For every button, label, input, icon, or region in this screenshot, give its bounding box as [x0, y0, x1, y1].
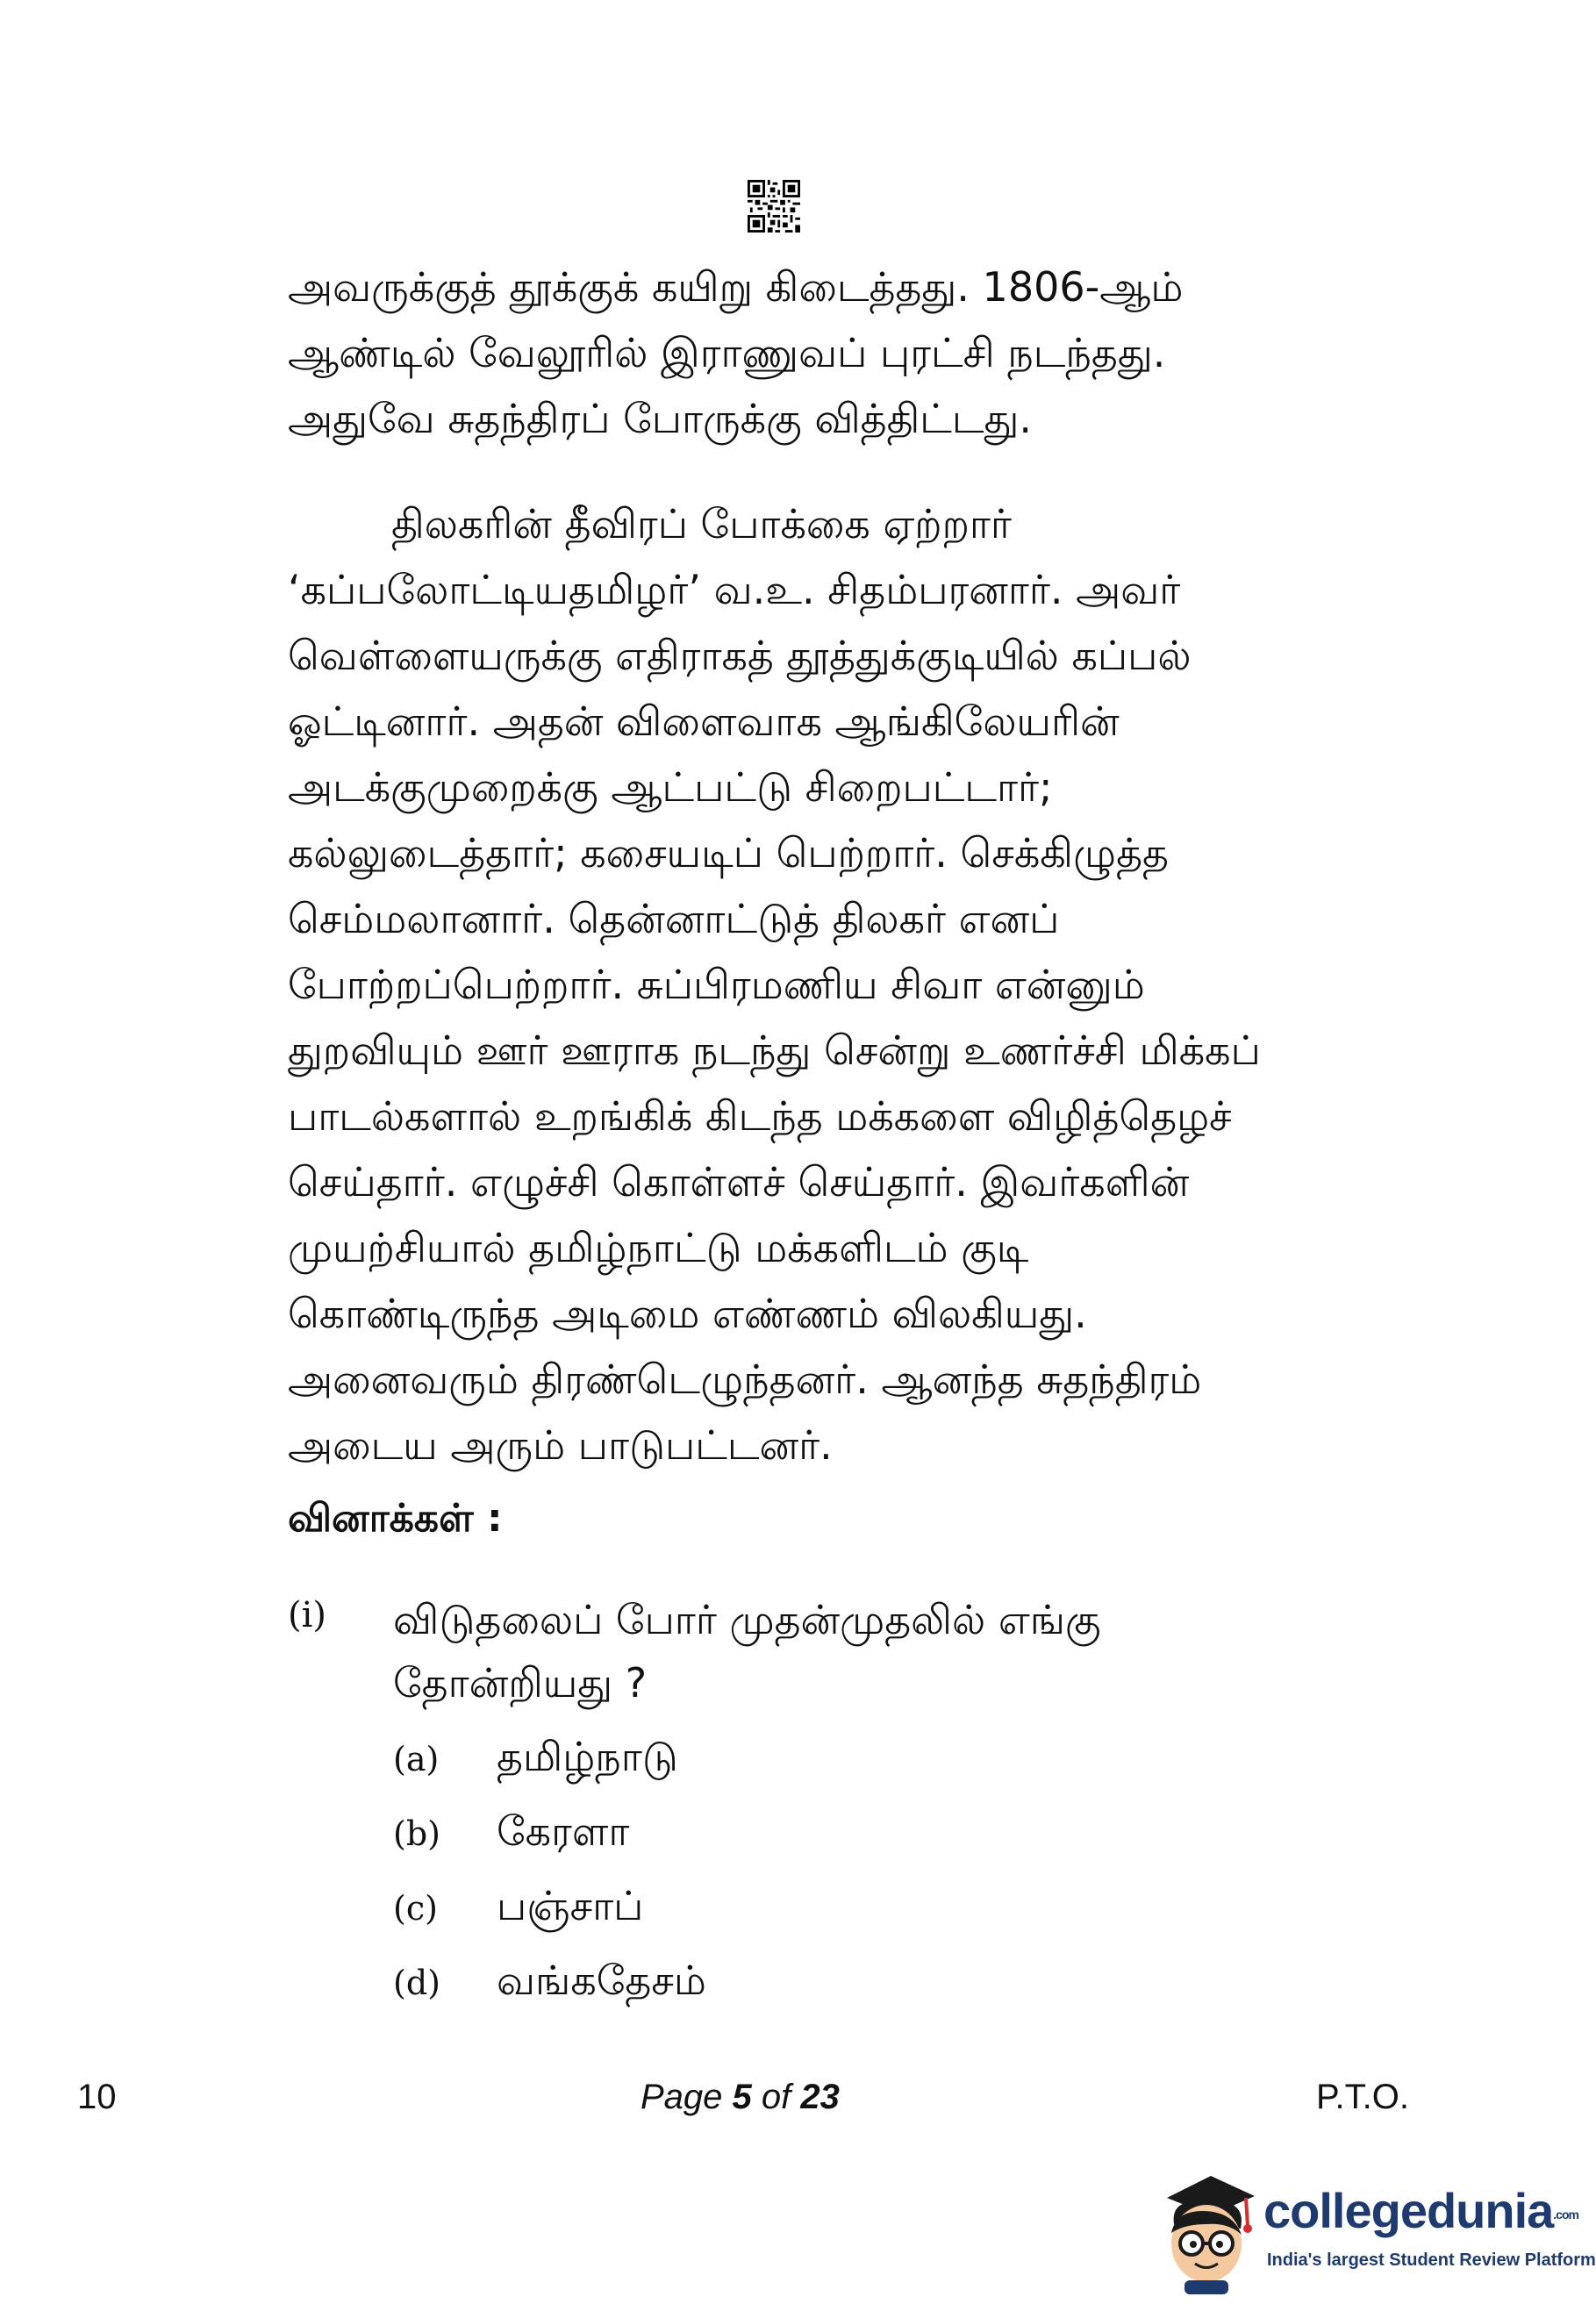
question-text: [393, 1588, 1101, 1714]
option-a: [393, 1733, 678, 1786]
question-line: விடுதலைப் போர் முதன்முதலில் எங்கு: [393, 1596, 1101, 1643]
passage-line: அதுவே சுதந்திரப் போருக்கு வித்திட்டது.: [288, 395, 1033, 442]
passage-line: அடக்குமுறைக்கு ஆட்பட்டு சிறைபட்டார்;: [288, 763, 1053, 811]
passage-line: அவருக்குத் தூக்குக் கயிறு கிடைத்தது. 1806-ஆம்: [288, 263, 1184, 311]
paper-code: 10: [77, 2078, 117, 2116]
option-text: தமிழ்நாடு: [497, 1733, 678, 1780]
passage-line: அடைய அரும் பாடுபட்டனர்.: [288, 1421, 833, 1469]
passage-line: ‘கப்பலோட்டியதமிழர்’ வ.உ. சிதம்பரனார். அவர்: [288, 566, 1181, 613]
option-text: வங்கதேசம்: [497, 1957, 706, 2004]
page-of: of: [761, 2078, 791, 2116]
passage-line: கல்லுடைத்தார்; கசையடிப் பெற்றார். செக்கிழுத்த: [288, 829, 1170, 877]
collegedunia-watermark: [1149, 2163, 1596, 2294]
passage-line: துறவியும் ஊர் ஊராக நடந்து சென்று உணர்ச்சி மிக்கப்: [288, 1027, 1261, 1074]
option-label: (a): [393, 1740, 440, 1778]
passage-line: போற்றப்பெற்றார். சுப்பிரமணிய சிவா என்னும்: [288, 961, 1145, 1008]
passage-line: வெள்ளையருக்கு எதிராகத் தூத்துக்குடியில் கப்பல்: [288, 632, 1192, 679]
questions-heading: வினாக்கள் :: [288, 1496, 503, 1541]
page-prefix: Page: [641, 2078, 723, 2116]
passage-line: முயற்சியால் தமிழ்நாட்டு மக்களிடம் குடி: [288, 1224, 1029, 1271]
option-text: கேரளா: [497, 1807, 630, 1855]
passage-line: அனைவரும் திரண்டெழுந்தனர். ஆனந்த சுதந்திரம்: [288, 1356, 1202, 1403]
passage-line: செம்மலானார். தென்னாட்டுத் திலகர் எனப்: [288, 895, 1060, 942]
question-number: (i): [288, 1595, 327, 1635]
option-d: [393, 1957, 706, 2010]
option-label: (b): [393, 1814, 440, 1853]
student-mascot-icon: [1149, 2163, 1263, 2294]
passage-line: செய்தார். எழுச்சி கொள்ளச் செய்தார். இவர்களின்: [288, 1158, 1190, 1206]
question-line: தோன்றியது ?: [393, 1659, 648, 1707]
brand-suffix: .com: [1553, 2207, 1578, 2222]
passage-line: ஆண்டில் வேலூரில் இராணுவப் புரட்சி நடந்தது.: [288, 329, 1166, 376]
passage-paragraph-1: [288, 254, 1183, 452]
page-number: [641, 2078, 840, 2117]
passage-line: ஓட்டினார். அதன் விளைவாக ஆங்கிலேயரின்: [288, 698, 1120, 745]
qr-code-icon: [748, 180, 800, 233]
option-c: [393, 1882, 643, 1936]
passage-line: திலகரின் தீவிரப் போக்கை ஏற்றார்: [391, 500, 1012, 547]
option-label: (d): [393, 1964, 440, 2002]
page-total: 23: [800, 2078, 840, 2116]
option-b: [393, 1807, 629, 1861]
passage-paragraph-2: [288, 491, 1261, 1478]
passage-line: பாடல்களால் உறங்கிக் கிடந்த மக்களை விழித்தெழச்: [288, 1092, 1232, 1140]
passage-line: கொண்டிருந்த அடிமை எண்ணம் விலகியது.: [288, 1290, 1087, 1337]
pto-label: P.T.O.: [1316, 2078, 1409, 2116]
option-text: பஞ்சாப்: [497, 1882, 644, 1929]
brand-name: collegedunia.com: [1263, 2183, 1578, 2238]
option-label: (c): [393, 1889, 438, 1928]
page-current: 5: [732, 2078, 752, 2116]
brand-tagline: India's largest Student Review Platform: [1267, 2250, 1596, 2270]
